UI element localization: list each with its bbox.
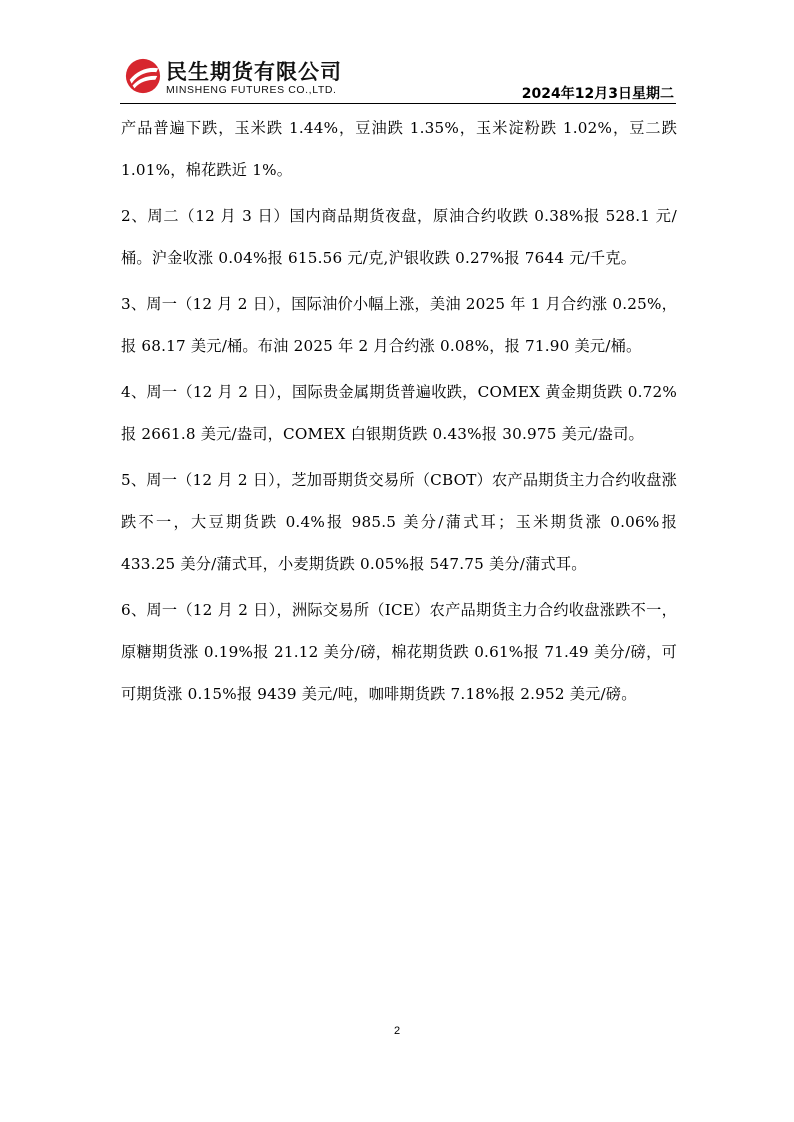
logo-english-name: MINSHENG FUTURES CO.,LTD. xyxy=(166,84,337,96)
company-logo xyxy=(120,52,365,102)
page-header xyxy=(120,52,676,104)
paragraph: 3、周一（12 月 2 日），国际油价小幅上涨，美油 2025 年 1 月合约涨 0.25%，报 68.17 美元/桶。布油 2025 年 2 月合约涨 0.08%，报 71.90 美元/桶。 xyxy=(121,295,677,355)
paragraph: 5、周一（12 月 2 日），芝加哥期货交易所（CBOT）农产品期货主力合约收盘涨跌不一，大豆期货跌 0.4%报 985.5 美分/蒲式耳；玉米期货涨 0.06%报 433.25 美分/蒲式耳，小麦期货跌 0.05%报 547.75 美分/蒲式耳。 xyxy=(121,471,677,573)
minsheng-logo-icon xyxy=(124,57,162,95)
paragraph: 6、周一（12 月 2 日），洲际交易所（ICE）农产品期货主力合约收盘涨跌不一，原糖期货涨 0.19%报 21.12 美分/磅，棉花期货跌 0.61%报 71.49 美分/磅，可可期货涨 0.15%报 9439 美元/吨，咖啡期货跌 7.18%报 2.952 美元/磅。 xyxy=(121,601,677,703)
report-body xyxy=(121,107,677,719)
header-divider xyxy=(120,103,676,104)
logo-chinese-name: 民生期货有限公司 xyxy=(166,60,342,84)
paragraph: 2、周二（12 月 3 日）国内商品期货夜盘，原油合约收跌 0.38%报 528.1 元/桶。沪金收涨 0.04%报 615.56 元/克,沪银收跌 0.27%报 7644 元/千克。 xyxy=(121,207,677,267)
paragraph: 产品普遍下跌，玉米跌 1.44%，豆油跌 1.35%，玉米淀粉跌 1.02%，豆二跌 1.01%，棉花跌近 1%。 xyxy=(121,119,677,179)
report-date: 2024年12月3日星期二 xyxy=(521,86,674,102)
page-number: 2 xyxy=(393,1025,401,1037)
paragraph: 4、周一（12 月 2 日），国际贵金属期货普遍收跌，COMEX 黄金期货跌 0.72%报 2661.8 美元/盎司，COMEX 白银期货跌 0.43%报 30.975 美元/盎司。 xyxy=(121,383,677,443)
